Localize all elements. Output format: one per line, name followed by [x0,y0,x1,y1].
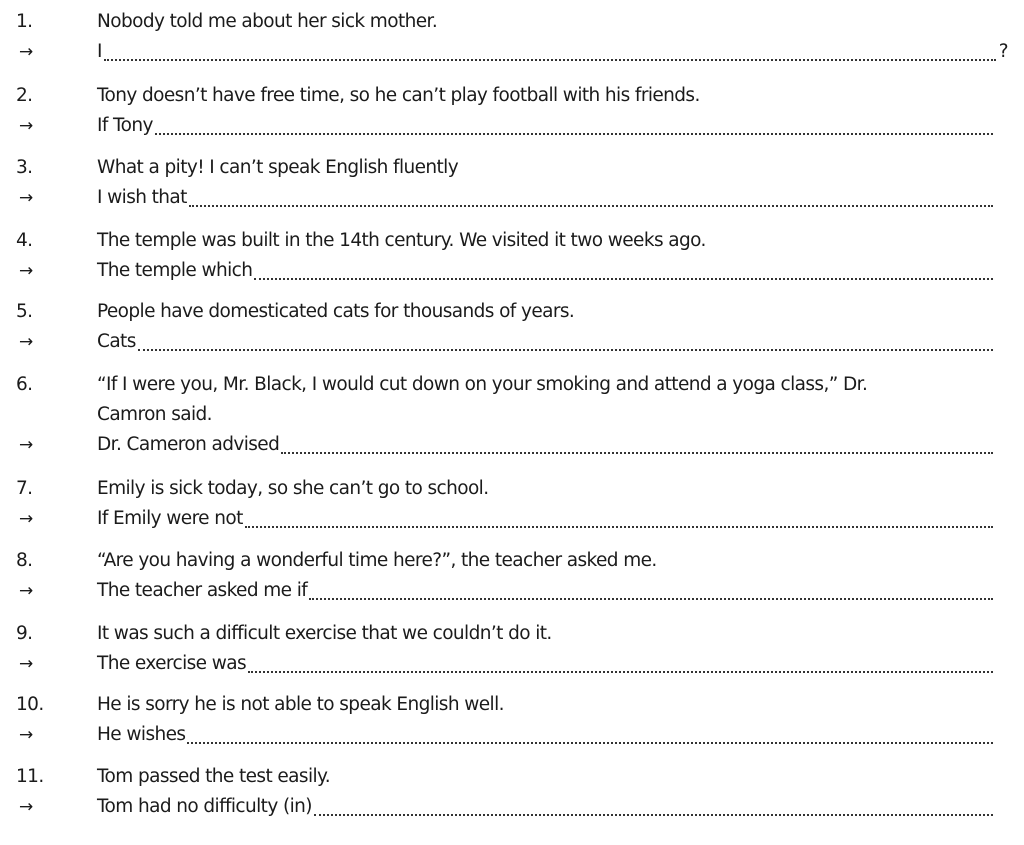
exercise-item [0,297,1024,357]
answer-blank[interactable] [104,37,996,67]
question-row [0,762,1024,792]
question-sentence: Emily is sick today, so she can’t go to school. [97,478,489,499]
question-number: 9. [16,623,33,644]
question-number: 7. [16,478,33,499]
answer-prompt: He wishes [97,724,186,745]
answer-line [97,792,993,822]
question-row [0,226,1024,256]
answer-prompt: Cats [97,331,136,352]
exercise-item [0,762,1024,822]
arrow-icon: → [19,725,33,745]
answer-blank[interactable] [189,183,993,213]
answer-row [0,111,1024,141]
answer-blank[interactable] [245,504,993,534]
question-number: 4. [16,230,33,251]
question-row [0,297,1024,327]
question-sentence: The temple was built in the 14th century. We visited it two weeks ago. [97,230,706,251]
exercise-item [0,619,1024,679]
arrow-icon: → [19,435,33,455]
answer-blank[interactable] [309,576,993,606]
answer-ending: ? [998,41,1008,62]
arrow-icon: → [19,509,33,529]
question-number: 1. [16,11,33,32]
question-row [0,474,1024,504]
arrow-icon: → [19,188,33,208]
question-sentence: “If I were you, Mr. Black, I would cut down on your smoking and attend a yoga class,” Dr. [97,374,868,395]
answer-row [0,720,1024,750]
answer-blank[interactable] [187,720,993,750]
question-row [0,81,1024,111]
answer-row [0,504,1024,534]
answer-prompt: Tom had no difficulty (in) [97,796,312,817]
question-row [0,370,1024,400]
question-row-continued [0,400,1024,430]
answer-row [0,183,1024,213]
answer-prompt: The teacher asked me if [97,580,308,601]
answer-line [97,183,993,213]
answer-prompt: I wish that [97,187,187,208]
answer-blank[interactable] [314,792,993,822]
question-number: 3. [16,157,33,178]
answer-line [97,576,993,606]
question-number: 11. [16,766,44,787]
answer-row [0,649,1024,679]
answer-line [97,649,993,679]
question-row [0,690,1024,720]
answer-row [0,256,1024,286]
answer-row [0,792,1024,822]
answer-prompt: The exercise was [97,653,247,674]
question-number: 8. [16,550,33,571]
answer-blank[interactable] [281,430,993,460]
arrow-icon: → [19,654,33,674]
answer-prompt: If Tony [97,115,153,136]
answer-line [97,430,993,460]
question-row [0,546,1024,576]
question-number: 10. [16,694,44,715]
arrow-icon: → [19,261,33,281]
exercise-item [0,370,1024,460]
question-sentence: It was such a difficult exercise that we couldn’t do it. [97,623,552,644]
question-sentence: Tony doesn’t have free time, so he can’t play football with his friends. [97,85,700,106]
answer-line [97,256,993,286]
answer-row [0,37,1024,67]
exercise-item [0,226,1024,286]
exercise-item [0,81,1024,141]
answer-blank[interactable] [155,111,993,141]
arrow-icon: → [19,581,33,601]
question-row [0,7,1024,37]
exercise-item [0,153,1024,213]
exercise-item [0,690,1024,750]
exercise-item [0,546,1024,606]
question-sentence-continued: Camron said. [97,404,212,425]
answer-row [0,576,1024,606]
question-sentence: “Are you having a wonderful time here?”, the teacher asked me. [97,550,657,571]
question-sentence: Tom passed the test easily. [97,766,331,787]
question-sentence: People have domesticated cats for thousands of years. [97,301,575,322]
answer-line [97,720,993,750]
question-sentence: Nobody told me about her sick mother. [97,11,438,32]
answer-prompt: Dr. Cameron advised [97,434,280,455]
answer-prompt: If Emily were not [97,508,243,529]
answer-row [0,430,1024,460]
answer-line [97,327,993,357]
question-row [0,619,1024,649]
question-sentence: What a pity! I can’t speak English fluently [97,157,459,178]
answer-prompt: The temple which [97,260,253,281]
answer-blank[interactable] [254,256,993,286]
answer-blank[interactable] [248,649,993,679]
question-number: 6. [16,374,33,395]
question-number: 5. [16,301,33,322]
answer-line [97,111,993,141]
answer-prompt: I [97,41,102,62]
answer-line [97,37,1008,67]
answer-row [0,327,1024,357]
arrow-icon: → [19,332,33,352]
question-sentence: He is sorry he is not able to speak English well. [97,694,504,715]
exercise-item [0,7,1024,67]
arrow-icon: → [19,42,33,62]
exercise-item [0,474,1024,534]
arrow-icon: → [19,797,33,817]
answer-blank[interactable] [138,327,993,357]
arrow-icon: → [19,116,33,136]
question-row [0,153,1024,183]
question-number: 2. [16,85,33,106]
answer-line [97,504,993,534]
